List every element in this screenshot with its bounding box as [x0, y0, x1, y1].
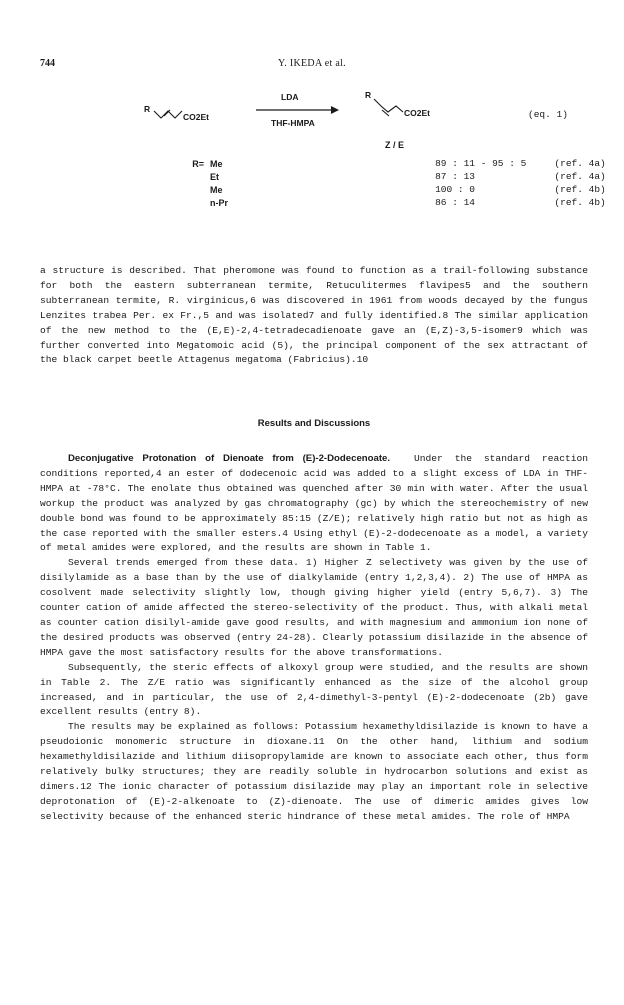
- z-e-ratio: 87 : 13: [435, 171, 476, 182]
- table-row: [150, 157, 624, 170]
- reference: (ref. 4a): [554, 158, 606, 169]
- z-e-ratio: 89 : 11 - 95 : 5: [435, 158, 527, 169]
- paragraph-results: [40, 452, 588, 825]
- r-substituent: Me: [210, 158, 223, 169]
- r-substituent: n-Pr: [210, 197, 228, 208]
- table-row: [150, 196, 624, 209]
- table-row: [150, 183, 624, 196]
- reactant-ester: CO2Et: [183, 112, 209, 122]
- table-row: [150, 170, 624, 183]
- paragraph-intro: [40, 264, 588, 368]
- product-double-bond: [382, 110, 389, 116]
- equation-label: (eq. 1): [528, 109, 568, 120]
- r-prefix: R=: [192, 158, 204, 169]
- reference: (ref. 4b): [554, 197, 606, 208]
- r-prefix: [150, 170, 210, 183]
- running-head: Y. IKEDA et al.: [278, 58, 346, 69]
- reagent-bottom: THF-HMPA: [271, 118, 315, 128]
- ratio-column-header: Z / E: [385, 140, 405, 150]
- paragraph-text: The results may be explained as follows: Potassium hexamethyldisilazide is known to have a pseudoionic monomeric structure in dioxane.11 On the other hand, lithium and sodium hexamethyldisilazide and lithium diisopropylamide are known to associate each other, thus form relatively bulky structures; they are readily soluble in hydrocarbon solutions and exist as dimers.12 The ionic character of potassium disilazide may play an important role in selective deprotonation of (E)-2-alkenoate to (Z)-dienoate. The use of dimeric amides gives low selectivity because of the enhanced steric hindrance of these metal amides. The role of HMPA: [40, 721, 588, 822]
- reference: (ref. 4b): [554, 184, 606, 195]
- product-ester: CO2Et: [404, 108, 430, 118]
- selectivity-table: [150, 157, 624, 209]
- paragraph-text: Several trends emerged from these data. 1) Higher Z selectivety was given by the use of disilylamide as a base than by the use of dialkylamide (entry 1,2,3,4). 2) The use of HMPA as cosolvent made selectivity slightly low, though giving higher yield (entry 5,6,7). 3) The counter cation of amide affected the stereo-selectivity of the product. Thus, with alkali metal as counter cation disilyl-amide gave good results, and with magnesium and ammonium ion none of the desired products was observed (entry 24-28). Clearly potassium disilazide in the absence of HMPA gave the most satisfactory results for the above transformations.: [40, 557, 588, 658]
- product-r: R: [365, 90, 372, 100]
- section-title: Results and Discussions: [257, 418, 371, 429]
- r-prefix: [150, 196, 210, 209]
- paragraph-text: a structure is described. That pheromone was found to function as a trail-following substance for both the eastern subterranean termite, Retuculitermes flavipes5 and the southern subterranean termite, R. virginicus,6 was discovered in 1961 from woods decayed by the fungus Lenzites trabea Per. ex Fr.,5 and was isolated7 and fully identified.8 The similar application of the new method to the (E,E)-2,4-tetradecadienoate gave an (E,Z)-3,5-isomer9 which was further converted into Megatomoic acid (5), the principal component of the sex attractant of the black carpet beetle Attagenus megatoma (Fabricius).10: [40, 265, 588, 366]
- page-number: 744: [40, 58, 55, 69]
- reactant-r: R: [144, 104, 151, 114]
- reference: (ref. 4a): [554, 171, 606, 182]
- paragraph-text: Under the standard reaction conditions reported,4 an ester of dodecenoic acid was added to a slight excess of LDA in THF-HMPA at -78°C. The enolate thus obtained was quenched after 30 min with water. After the usual workup the product was analyzed by gas chromatography (gc) by which the stereochemistry of new double bond was found to be approximately 85:15 (Z/E); relatively high ratio but not as high as the case reported with the smaller esters.4 Using ethyl (E)-2-dodecenoate as a model, a variety of metal amides were explored, and the results are shown in Table 1.: [40, 453, 588, 554]
- reagent-top: LDA: [281, 92, 299, 102]
- z-e-ratio: 100 : 0: [435, 184, 476, 195]
- r-substituent: Me: [210, 184, 223, 195]
- r-substituent: Et: [210, 171, 219, 182]
- subsection-title: Deconjugative Protonation of Dienoate from (E)-2-Dodecenoate.: [68, 453, 391, 464]
- r-prefix: [150, 183, 210, 196]
- z-e-ratio: 86 : 14: [435, 197, 476, 208]
- arrowhead: [331, 106, 339, 114]
- paragraph-text: Subsequently, the steric effects of alkoxyl group were studied, and the results are shown in Table 2. The Z/E ratio was significantly enhanced as the size of the alcohol group increased, and in particular, the use of 2,4-dimethyl-3-pentyl (E)-2-dodecenoate (2b) gave excellent results (entry 8).: [40, 661, 588, 718]
- reactant-double-bond: [164, 110, 170, 116]
- product-chain: [374, 99, 403, 112]
